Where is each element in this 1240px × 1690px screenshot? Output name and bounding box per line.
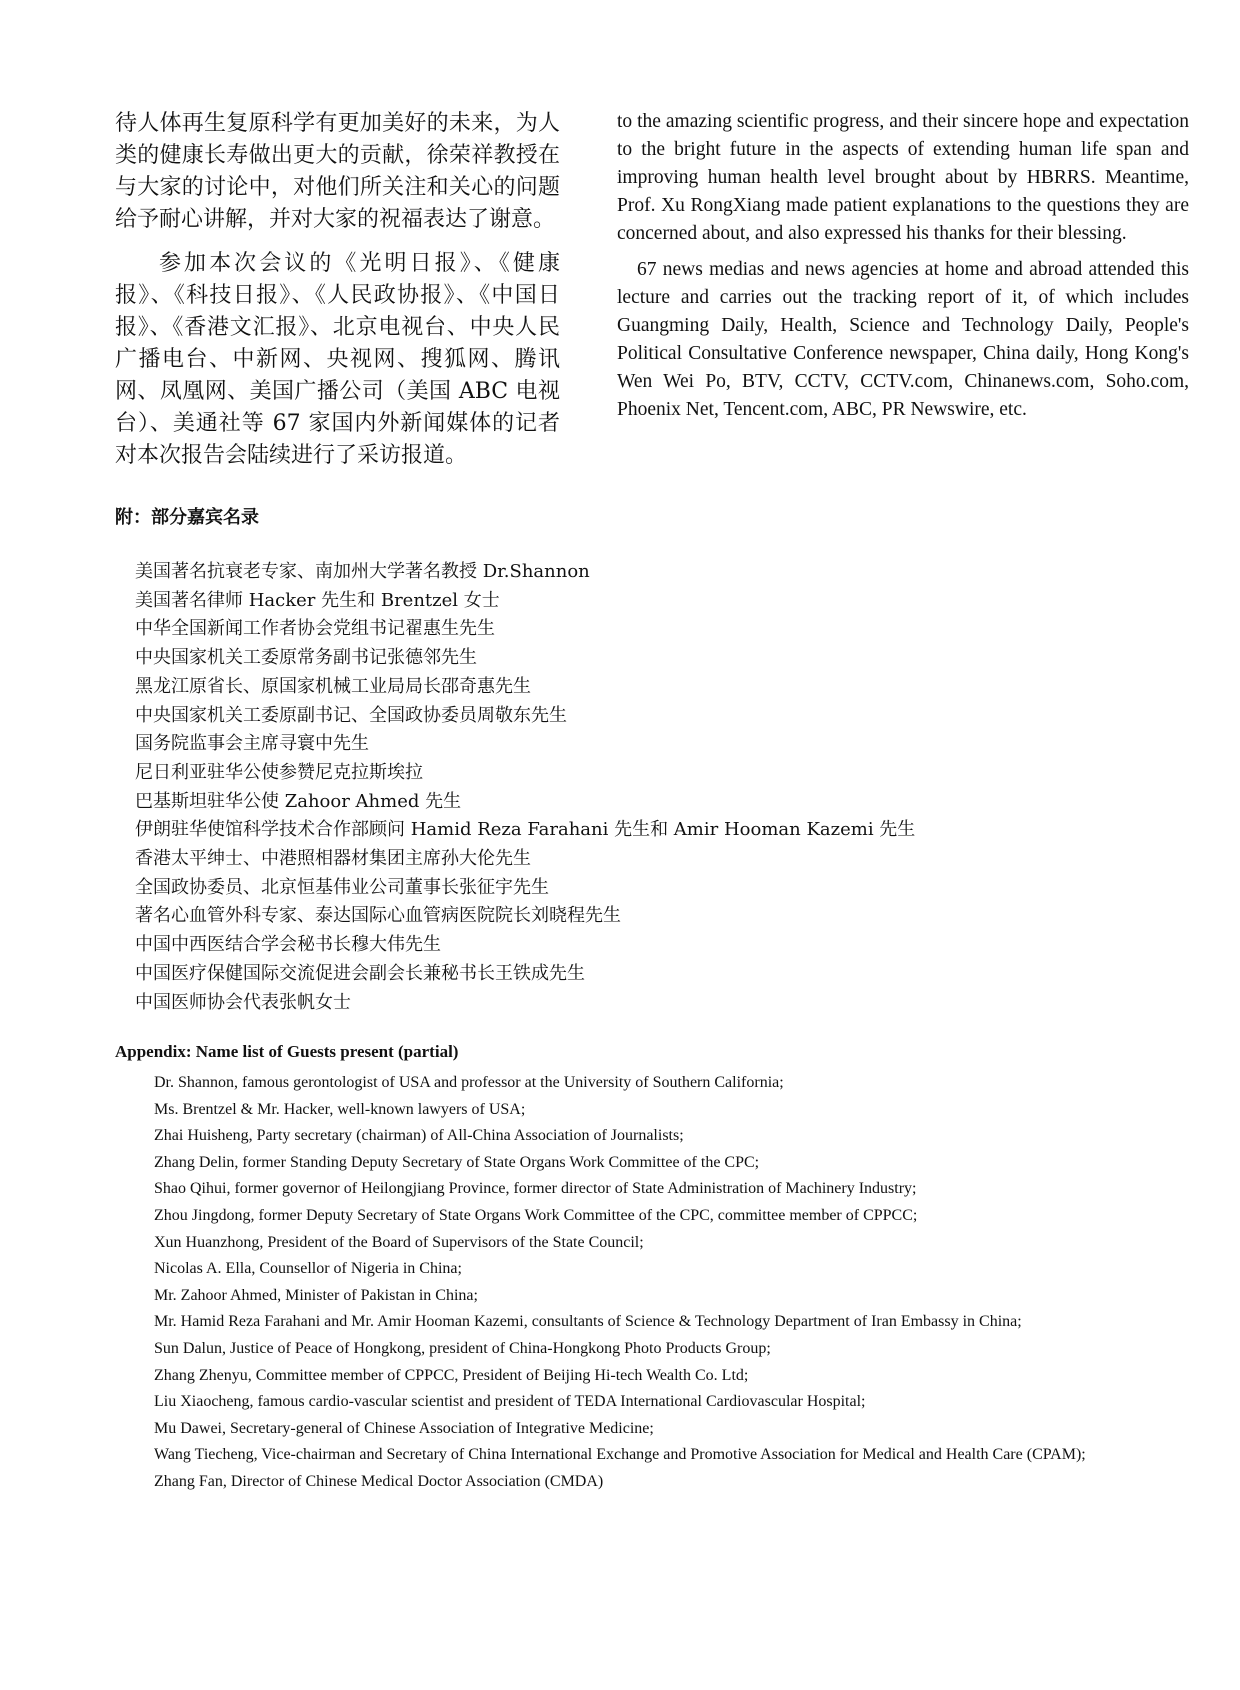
english-guest-item: Ms. Brentzel & Mr. Hacker, well-known lawyers of USA; xyxy=(154,1100,526,1118)
english-text-column xyxy=(617,108,1189,424)
english-guest-item: Mr. Hamid Reza Farahani and Mr. Amir Hooman Kazemi, consultants of Science & Technology Department of Iran Embassy in China; xyxy=(154,1313,1022,1331)
chinese-guest-list xyxy=(135,558,915,1017)
chinese-guest-item: 全国政协委员、北京恒基伟业公司董事长张征宇先生 xyxy=(135,876,549,898)
english-guest-item: Liu Xiaocheng, famous cardio-vascular scientist and president of TEDA International Cardiovascular Hospital; xyxy=(154,1393,866,1411)
chinese-guest-item: 尼日利亚驻华公使参赞尼克拉斯埃拉 xyxy=(135,761,423,783)
english-guest-item: Mu Dawei, Secretary-general of Chinese Association of Integrative Medicine; xyxy=(154,1419,654,1437)
english-guest-item: Shao Qihui, former governor of Heilongjiang Province, former director of State Administration of Machinery Industry; xyxy=(154,1180,917,1198)
english-guest-item: Wang Tiecheng, Vice-chairman and Secretary of China International Exchange and Promotive Association for Medical and Health Care (CPAM); xyxy=(154,1446,1086,1464)
english-paragraph-2: 67 news medias and news agencies at home and abroad attended this lecture and carries out the tracking report of it, of which includes Guangming Daily, Health, Science and Technology Daily, People's Political Consultative Conference newspaper, China daily, Hong Kong's Wen Wei Po, BTV, CCTV, CCTV.com, Chinanews.com, Soho.com, Phoenix Net, Tencent.com, ABC, PR Newswire, etc. xyxy=(617,259,1189,420)
english-guest-list xyxy=(115,1070,1140,1496)
chinese-guest-item: 巴基斯坦驻华公使 Zahoor Ahmed 先生 xyxy=(135,790,462,812)
chinese-guest-item: 中国医疗保健国际交流促进会副会长兼秘书长王铁成先生 xyxy=(135,962,585,984)
english-guest-item: Dr. Shannon, famous gerontologist of USA and professor at the University of Southern California; xyxy=(154,1074,784,1091)
english-guest-item: Zhai Huisheng, Party secretary (chairman) of All-China Association of Journalists; xyxy=(154,1127,684,1145)
chinese-guest-item: 国务院监事会主席寻寰中先生 xyxy=(135,733,369,755)
chinese-guest-item: 伊朗驻华使馆科学技术合作部顾问 Hamid Reza Farahani 先生和 Amir Hooman Kazemi 先生 xyxy=(135,819,916,841)
chinese-guest-item: 美国著名抗衰老专家、南加州大学著名教授 Dr.Shannon xyxy=(135,561,590,582)
chinese-text-column xyxy=(115,108,560,472)
chinese-guest-item: 黑龙江原省长、原国家机械工业局局长邵奇惠先生 xyxy=(135,675,531,697)
chinese-guest-item: 香港太平绅士、中港照相器材集团主席孙大伦先生 xyxy=(135,848,531,870)
english-guest-item: Mr. Zahoor Ahmed, Minister of Pakistan in China; xyxy=(154,1286,478,1304)
chinese-guest-item: 中央国家机关工委原常务副书记张德邻先生 xyxy=(135,647,477,669)
chinese-guest-item: 中央国家机关工委原副书记、全国政协委员周敬东先生 xyxy=(135,704,567,726)
chinese-paragraph-2: 参加本次会议的《光明日报》、《健康报》、《科技日报》、《人民政协报》、《中国日报》、《香港文汇报》、北京电视台、中央人民广播电台、中新网、央视网、搜狐网、腾讯网、凤凰网、美国广播公司（美国 ABC 电视台）、美通社等 67 家国内外新闻媒体的记者对本次报告会陆续进行了采访报道。 xyxy=(115,251,560,468)
english-guest-item: Zhang Fan, Director of Chinese Medical Doctor Association (CMDA) xyxy=(154,1472,604,1490)
english-paragraph-1: to the amazing scientific progress, and their sincere hope and expectation to the bright future in the aspects of extending human life span and improving human health level brought about by HBRRS. Meantime, Prof. Xu RongXiang made patient explanations to the questions they are concerned about, and also expressed his thanks for their blessing. xyxy=(617,111,1189,244)
chinese-paragraph-1: 待人体再生复原科学有更加美好的未来，为人类的健康长寿做出更大的贡献，徐荣祥教授在与大家的讨论中，对他们所关注和关心的问题给予耐心讲解，并对大家的祝福表达了谢意。 xyxy=(115,111,560,232)
chinese-guest-item: 美国著名律师 Hacker 先生和 Brentzel 女士 xyxy=(135,589,500,611)
english-guest-item: Zhang Delin, former Standing Deputy Secretary of State Organs Work Committee of the CPC; xyxy=(154,1153,760,1171)
chinese-guest-item: 中国医师协会代表张帆女士 xyxy=(135,991,351,1013)
english-guest-item: Sun Dalun, Justice of Peace of Hongkong, president of China-Hongkong Photo Products Group; xyxy=(154,1339,771,1357)
english-guest-item: Zhou Jingdong, former Deputy Secretary of State Organs Work Committee of the CPC, committee member of CPPCC; xyxy=(154,1206,918,1224)
english-guest-item: Zhang Zhenyu, Committee member of CPPCC, President of Beijing Hi-tech Wealth Co. Ltd; xyxy=(154,1366,749,1384)
chinese-appendix-heading: 附：部分嘉宾名录 xyxy=(115,507,259,528)
chinese-guest-item: 中国中西医结合学会秘书长穆大伟先生 xyxy=(135,934,441,956)
english-appendix-heading: Appendix: Name list of Guests present (partial) xyxy=(115,1042,459,1061)
english-guest-item: Nicolas A. Ella, Counsellor of Nigeria in China; xyxy=(154,1260,462,1278)
english-guest-item: Xun Huanzhong, President of the Board of Supervisors of the State Council; xyxy=(154,1233,644,1251)
chinese-guest-item: 中华全国新闻工作者协会党组书记翟惠生先生 xyxy=(135,618,495,640)
chinese-guest-item: 著名心血管外科专家、泰达国际心血管病医院院长刘晓程先生 xyxy=(135,905,621,927)
